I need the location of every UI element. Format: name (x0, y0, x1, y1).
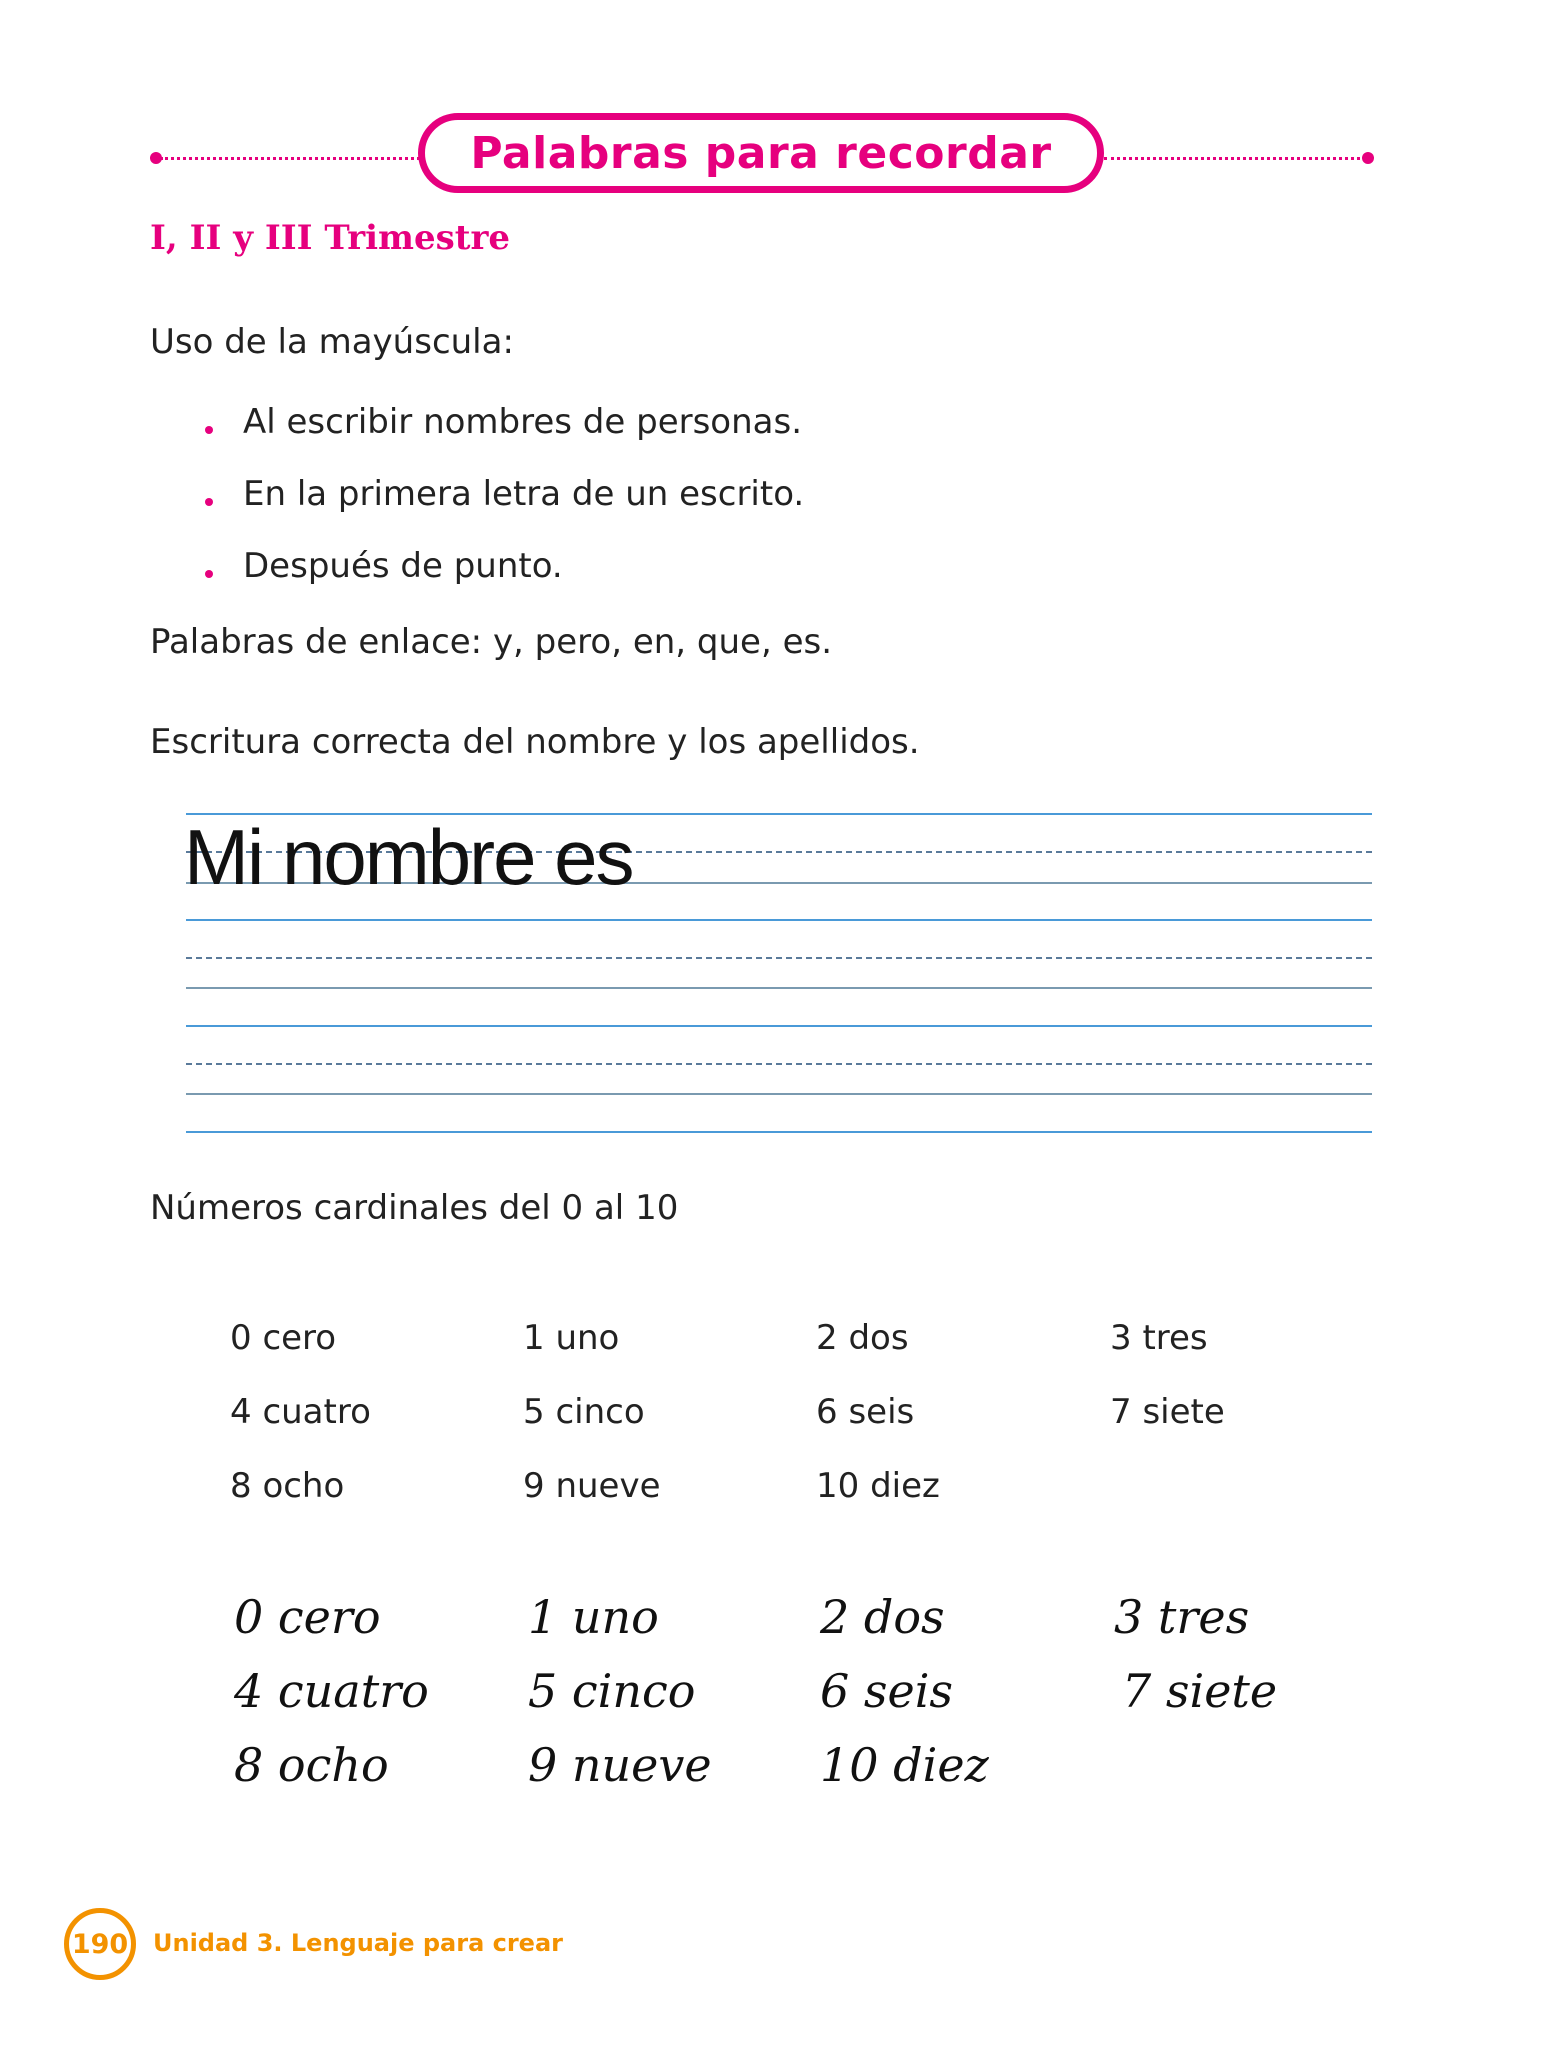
number-word: 10 diez (816, 1466, 940, 1506)
number-word-cursive: 2 dos (820, 1590, 945, 1644)
bullet-item: Al escribir nombres de personas. (243, 402, 803, 442)
number-word: 5 cinco (523, 1392, 645, 1432)
number-word-cursive: 10 diez (820, 1738, 989, 1792)
number-word: 0 cero (230, 1318, 337, 1358)
number-word-cursive: 1 uno (528, 1590, 659, 1644)
title-right-dotted-line (1104, 157, 1366, 160)
number-word: 6 seis (816, 1392, 915, 1432)
page-number: 190 (71, 1928, 129, 1960)
number-word-cursive: 9 nueve (528, 1738, 712, 1792)
title-right-dot (1362, 152, 1374, 164)
trimester-subtitle: I, II y III Trimestre (150, 218, 511, 258)
name-writing-heading: Escritura correcta del nombre y los apellidos. (150, 722, 920, 762)
number-word: 7 siete (1110, 1392, 1225, 1432)
guide-line-mid (186, 957, 1372, 959)
bullet-dot (205, 498, 213, 506)
number-word-cursive: 8 ocho (234, 1738, 389, 1792)
page-number-badge (64, 1908, 136, 1980)
number-word-cursive: 6 seis (820, 1664, 954, 1718)
guide-line-mid (186, 1063, 1372, 1065)
capitalization-heading: Uso de la mayúscula: (150, 322, 514, 362)
numbers-heading: Números cardinales del 0 al 10 (150, 1188, 679, 1228)
number-word: 3 tres (1110, 1318, 1208, 1358)
number-word-cursive: 0 cero (234, 1590, 381, 1644)
guide-line-bottom (186, 1131, 1372, 1133)
page-title-pill (418, 113, 1104, 193)
number-word-cursive: 5 cinco (528, 1664, 696, 1718)
handwriting-sample: Mi nombre es (184, 813, 633, 901)
guide-line-top (186, 919, 1372, 921)
guide-line-base (186, 1093, 1372, 1095)
page-title: Palabras para recordar (470, 127, 1052, 179)
number-word-cursive: 4 cuatro (234, 1664, 429, 1718)
number-word: 8 ocho (230, 1466, 345, 1506)
unit-label: Unidad 3. Lenguaje para crear (153, 1929, 563, 1957)
connectors-text: Palabras de enlace: y, pero, en, que, es. (150, 622, 833, 662)
guide-line-top (186, 1025, 1372, 1027)
number-word: 1 uno (523, 1318, 620, 1358)
bullet-dot (205, 426, 213, 434)
number-word: 9 nueve (523, 1466, 661, 1506)
title-left-dotted-line (160, 157, 420, 160)
guide-line-base (186, 987, 1372, 989)
bullet-item: Después de punto. (243, 546, 563, 586)
number-word: 2 dos (816, 1318, 909, 1358)
bullet-dot (205, 570, 213, 578)
number-word-cursive: 3 tres (1114, 1590, 1250, 1644)
number-word: 4 cuatro (230, 1392, 371, 1432)
number-word-cursive: 7 siete (1122, 1664, 1278, 1718)
bullet-item: En la primera letra de un escrito. (243, 474, 805, 514)
